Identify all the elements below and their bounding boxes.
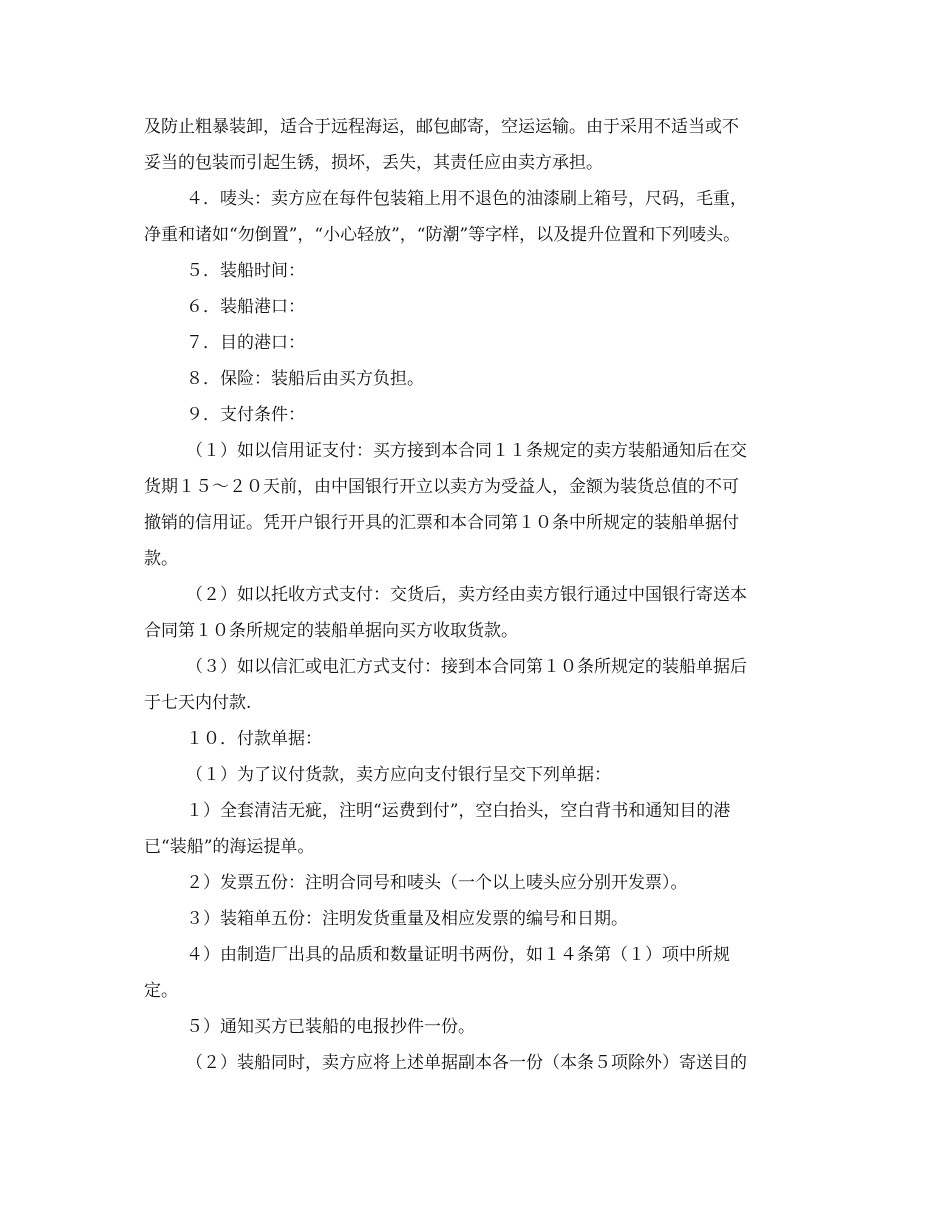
text-line: ５．装船时间：	[186, 261, 305, 281]
text-line: ３）装箱单五份：注明发货重量及相应发票的编号和日期。	[186, 909, 628, 929]
text-line: 已“装船”的海运提单。	[144, 837, 315, 857]
text-line: （１）为了议付货款，卖方应向支付银行呈交下列单据：	[186, 765, 611, 785]
text-line: 款。	[144, 549, 178, 569]
text-line: （１）如以信用证支付：买方接到本合同１１条规定的卖方装船通知后在交	[186, 441, 747, 461]
text-line: 货期１５～２０天前，由中国银行开立以卖方为受益人，金额为装货总值的不可	[144, 477, 739, 497]
text-line: 及防止粗暴装卸，适合于远程海运，邮包邮寄，空运运输。由于采用不适当或不	[144, 117, 739, 137]
text-line: ６．装船港口：	[186, 297, 305, 317]
text-line: 撤销的信用证。凭开户银行开具的汇票和本合同第１０条中所规定的装船单据付	[144, 513, 739, 533]
text-line: （２）如以托收方式支付：交货后，卖方经由卖方银行通过中国银行寄送本	[186, 585, 747, 605]
text-line: ４）由制造厂出具的品质和数量证明书两份，如１４条第（１）项中所规	[186, 945, 730, 965]
text-line: 定。	[144, 981, 178, 1001]
text-line: 净重和诸如“勿倒置”，“小心轻放”，“防潮”等字样，以及提升位置和下列唛头。	[144, 225, 741, 245]
text-line: ８．保险：装船后由买方负担。	[186, 369, 424, 389]
text-line: ２）发票五份：注明合同号和唛头（一个以上唛头应分别开发票）。	[186, 873, 688, 893]
text-line: ５）通知买方已装船的电报抄件一份。	[186, 1017, 475, 1037]
text-line: ９．支付条件：	[186, 405, 305, 425]
text-line: 妥当的包装而引起生锈，损坏，丢失，其责任应由卖方承担。	[144, 153, 603, 173]
text-line: １）全套清洁无疵，注明“运费到付”，空白抬头，空白背书和通知目的港	[186, 801, 731, 821]
text-line: （２）装船同时，卖方应将上述单据副本各一份（本条５项除外）寄送目的	[186, 1053, 747, 1073]
text-line: 合同第１０条所规定的装船单据向买方收取货款。	[144, 621, 518, 641]
text-line: １０．付款单据：	[186, 729, 322, 749]
text-line: （３）如以信汇或电汇方式支付：接到本合同第１０条所规定的装船单据后	[186, 657, 747, 677]
document-body	[144, 112, 816, 1084]
text-line: ７．目的港口：	[186, 333, 305, 353]
text-line: 于七天内付款.	[144, 693, 252, 713]
text-line: ４．唛头：卖方应在每件包装箱上用不退色的油漆刷上箱号，尺码，毛重，	[186, 189, 747, 209]
